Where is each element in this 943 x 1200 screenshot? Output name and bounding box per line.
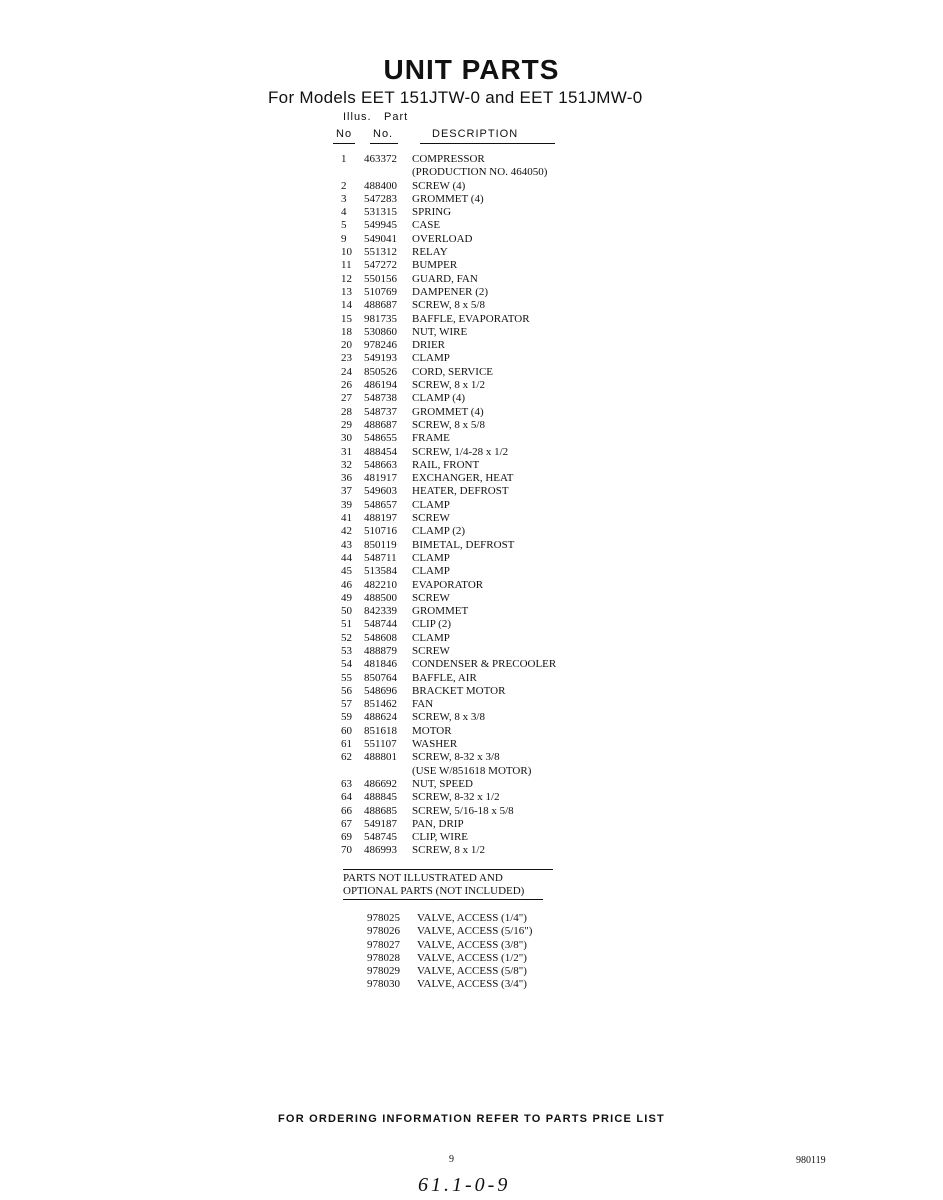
illus-number: 29 bbox=[341, 418, 352, 431]
part-number: 531315 bbox=[364, 206, 397, 219]
optional-parts-table bbox=[367, 912, 532, 992]
illus-number: 41 bbox=[341, 512, 352, 525]
header-part-label: Part bbox=[384, 111, 409, 123]
part-description: VALVE, ACCESS (5/16") bbox=[417, 925, 533, 938]
part-description: HEATER, DEFROST bbox=[412, 485, 509, 498]
illus-number: 1 bbox=[341, 153, 347, 165]
table-row bbox=[334, 432, 594, 445]
table-row bbox=[334, 698, 594, 711]
table-row bbox=[334, 446, 594, 459]
part-description: GROMMET (4) bbox=[412, 192, 484, 205]
part-description: SCREW, 8 x 3/8 bbox=[412, 711, 485, 724]
part-number: 530860 bbox=[364, 325, 397, 338]
table-row bbox=[334, 605, 594, 618]
table-row bbox=[334, 499, 594, 512]
part-number: 548655 bbox=[364, 432, 397, 445]
table-row bbox=[334, 472, 594, 485]
table-row bbox=[334, 579, 594, 592]
part-description: WASHER bbox=[412, 738, 458, 751]
illus-number: 15 bbox=[341, 312, 352, 325]
table-row bbox=[367, 925, 532, 938]
illus-number: 43 bbox=[341, 538, 352, 551]
part-description: COMPRESSOR bbox=[412, 153, 485, 165]
table-row bbox=[334, 286, 594, 299]
part-number: 978030 bbox=[367, 978, 400, 991]
illus-number: 36 bbox=[341, 472, 352, 485]
not-illustrated-line-1: PARTS NOT ILLUSTRATED AND bbox=[343, 872, 503, 884]
part-description: SCREW, 8 x 5/8 bbox=[412, 418, 485, 431]
part-description: BAFFLE, EVAPORATOR bbox=[412, 312, 530, 325]
part-description: VALVE, ACCESS (5/8") bbox=[417, 965, 527, 978]
table-row bbox=[334, 485, 594, 498]
table-row bbox=[334, 539, 594, 552]
part-number: 549603 bbox=[364, 485, 397, 498]
part-description: CONDENSER & PRECOOLER bbox=[412, 658, 557, 671]
part-description: BUMPER bbox=[412, 259, 458, 272]
part-description: GUARD, FAN bbox=[412, 272, 478, 285]
table-row bbox=[334, 805, 594, 818]
table-row bbox=[334, 313, 594, 326]
table-row bbox=[334, 273, 594, 286]
part-description: CLAMP bbox=[412, 631, 450, 644]
part-number: 551107 bbox=[364, 738, 397, 751]
illus-number: 26 bbox=[341, 379, 352, 392]
part-description: MOTOR bbox=[412, 724, 452, 737]
part-number: 486692 bbox=[364, 777, 397, 790]
table-row bbox=[334, 379, 594, 392]
not-illustrated-line-2: OPTIONAL PARTS (NOT INCLUDED) bbox=[343, 885, 525, 897]
table-row bbox=[334, 459, 594, 472]
part-description: SCREW, 5/16-18 x 5/8 bbox=[412, 804, 514, 817]
part-description: SCREW, 8 x 1/2 bbox=[412, 379, 485, 392]
part-description: CLIP (2) bbox=[412, 618, 452, 631]
table-row bbox=[334, 299, 594, 312]
table-row bbox=[334, 751, 594, 764]
part-number: 981735 bbox=[364, 312, 397, 325]
part-number: 978026 bbox=[367, 925, 400, 938]
part-number: 851618 bbox=[364, 724, 397, 737]
illus-number: 69 bbox=[341, 831, 352, 844]
section-divider bbox=[343, 869, 553, 870]
part-description: VALVE, ACCESS (3/8") bbox=[417, 938, 527, 951]
table-row bbox=[334, 246, 594, 259]
part-description: NUT, WIRE bbox=[412, 325, 468, 338]
part-number: 547272 bbox=[364, 259, 397, 272]
illus-number: 14 bbox=[341, 299, 352, 312]
table-row bbox=[334, 645, 594, 658]
part-description: FRAME bbox=[412, 432, 450, 445]
table-row bbox=[334, 180, 594, 193]
illus-number: 30 bbox=[341, 432, 352, 445]
table-row bbox=[334, 392, 594, 405]
part-number: 978028 bbox=[367, 951, 400, 964]
part-description: PAN, DRIP bbox=[412, 817, 464, 830]
part-number: 850526 bbox=[364, 365, 397, 378]
part-description: DRIER bbox=[412, 339, 445, 352]
table-row bbox=[334, 672, 594, 685]
part-description: CLAMP (2) bbox=[412, 525, 466, 538]
part-number: 510716 bbox=[364, 525, 397, 538]
part-number: 488197 bbox=[364, 512, 397, 525]
part-number: 550156 bbox=[364, 272, 397, 285]
table-row bbox=[334, 193, 594, 206]
illus-number: 44 bbox=[341, 551, 352, 564]
part-number: 488624 bbox=[364, 711, 397, 724]
illus-number: 54 bbox=[341, 658, 352, 671]
not-illustrated-note bbox=[343, 872, 524, 898]
illus-number: 24 bbox=[341, 365, 352, 378]
illus-number: 70 bbox=[341, 844, 352, 857]
illus-number: 59 bbox=[341, 711, 352, 724]
illus-number: 42 bbox=[341, 525, 352, 538]
illus-number: 23 bbox=[341, 352, 352, 365]
part-number: 548663 bbox=[364, 458, 397, 471]
part-number: 488500 bbox=[364, 591, 397, 604]
table-row bbox=[334, 632, 594, 645]
illus-number: 66 bbox=[341, 804, 352, 817]
table-row bbox=[334, 791, 594, 804]
part-number: 978246 bbox=[364, 339, 397, 352]
page-title: UNIT PARTS bbox=[383, 54, 560, 85]
illus-number: 32 bbox=[341, 458, 352, 471]
model-subtitle: For Models EET 151JTW-0 and EET 151JMW-0 bbox=[268, 88, 643, 107]
part-description: CLAMP bbox=[412, 498, 450, 511]
part-number: 488845 bbox=[364, 791, 397, 804]
part-number: 488879 bbox=[364, 644, 397, 657]
part-description: EXCHANGER, HEAT bbox=[412, 472, 514, 485]
header-illus-no: No bbox=[336, 128, 353, 140]
part-number: 978025 bbox=[367, 912, 400, 924]
illus-number: 67 bbox=[341, 817, 352, 830]
part-number: 548696 bbox=[364, 684, 397, 697]
table-row bbox=[334, 725, 594, 738]
header-description: DESCRIPTION bbox=[432, 128, 519, 140]
part-number: 481917 bbox=[364, 472, 397, 485]
illus-number: 4 bbox=[341, 206, 347, 219]
illus-number: 31 bbox=[341, 445, 352, 458]
part-description: SCREW, 8-32 x 1/2 bbox=[412, 791, 500, 804]
part-number: 548745 bbox=[364, 831, 397, 844]
part-description: CLAMP bbox=[412, 565, 450, 578]
part-description: SCREW, 8-32 x 3/8 bbox=[412, 751, 500, 764]
part-number: 548657 bbox=[364, 498, 397, 511]
illus-number: 18 bbox=[341, 325, 352, 338]
part-description: SCREW bbox=[412, 644, 450, 657]
table-row bbox=[334, 552, 594, 565]
table-row bbox=[334, 778, 594, 791]
table-row bbox=[334, 738, 594, 751]
part-number: 549193 bbox=[364, 352, 397, 365]
part-description: CLAMP bbox=[412, 551, 450, 564]
part-number: 488687 bbox=[364, 418, 397, 431]
part-description: SCREW bbox=[412, 512, 450, 525]
illus-number: 11 bbox=[341, 259, 352, 272]
part-number: 548738 bbox=[364, 392, 397, 405]
part-number: 486993 bbox=[364, 844, 397, 857]
part-description: CLAMP (4) bbox=[412, 392, 466, 405]
part-number: 488687 bbox=[364, 299, 397, 312]
table-row bbox=[334, 711, 594, 724]
table-row bbox=[334, 339, 594, 352]
part-description: SPRING bbox=[412, 206, 452, 219]
table-row bbox=[334, 765, 594, 778]
part-number: 547283 bbox=[364, 192, 397, 205]
illus-number bbox=[334, 166, 364, 179]
part-description: SCREW, 1/4-28 x 1/2 bbox=[412, 445, 509, 458]
part-number: 850119 bbox=[364, 538, 397, 551]
handwritten-note: 61.1-0-9 bbox=[418, 1174, 511, 1196]
table-row bbox=[334, 419, 594, 432]
part-number: 548737 bbox=[364, 405, 397, 418]
part-number: 488400 bbox=[364, 179, 397, 192]
table-row bbox=[334, 831, 594, 844]
illus-number: 39 bbox=[341, 498, 352, 511]
illus-number: 55 bbox=[341, 671, 352, 684]
illus-number: 20 bbox=[341, 339, 352, 352]
table-row bbox=[334, 844, 594, 857]
illus-number: 63 bbox=[341, 777, 352, 790]
table-row bbox=[334, 818, 594, 831]
table-row bbox=[334, 565, 594, 578]
table-row bbox=[334, 592, 594, 605]
header-part-no: No. bbox=[373, 128, 394, 140]
part-description: SCREW (4) bbox=[412, 179, 466, 192]
part-number: 842339 bbox=[364, 605, 397, 618]
illus-number: 50 bbox=[341, 605, 352, 618]
table-row bbox=[367, 978, 532, 991]
part-number: 463372 bbox=[364, 153, 397, 165]
page-number: 9 bbox=[449, 1154, 454, 1165]
part-number: 850764 bbox=[364, 671, 397, 684]
part-description: (USE W/851618 MOTOR) bbox=[412, 764, 532, 777]
part-description: VALVE, ACCESS (3/4") bbox=[417, 978, 527, 991]
table-row bbox=[367, 912, 532, 925]
illus-number: 37 bbox=[341, 485, 352, 498]
part-number: 549945 bbox=[364, 219, 397, 232]
part-number: 851462 bbox=[364, 698, 397, 711]
illus-number: 27 bbox=[341, 392, 352, 405]
illus-number: 51 bbox=[341, 618, 352, 631]
part-number: 549041 bbox=[364, 232, 397, 245]
part-description: GROMMET (4) bbox=[412, 405, 484, 418]
part-number: 548744 bbox=[364, 618, 397, 631]
part-number: 488801 bbox=[364, 751, 397, 764]
table-row bbox=[334, 618, 594, 631]
table-row bbox=[334, 206, 594, 219]
part-number: 481846 bbox=[364, 658, 397, 671]
illus-number: 52 bbox=[341, 631, 352, 644]
illus-number: 9 bbox=[341, 232, 347, 245]
illus-number: 53 bbox=[341, 644, 352, 657]
part-number: 488685 bbox=[364, 804, 397, 817]
table-row bbox=[334, 153, 594, 166]
part-description: NUT, SPEED bbox=[412, 777, 473, 790]
table-row bbox=[334, 326, 594, 339]
part-description: CLIP, WIRE bbox=[412, 831, 469, 844]
illus-number: 56 bbox=[341, 684, 352, 697]
document-code: 980119 bbox=[796, 1155, 826, 1166]
table-row bbox=[334, 525, 594, 538]
illus-number: 45 bbox=[341, 565, 352, 578]
header-rule bbox=[333, 143, 355, 144]
part-number: 551312 bbox=[364, 246, 397, 259]
part-description: GROMMET bbox=[412, 605, 469, 618]
illus-number: 10 bbox=[341, 246, 352, 259]
part-description: FAN bbox=[412, 698, 434, 711]
part-description: EVAPORATOR bbox=[412, 578, 484, 591]
table-row bbox=[334, 406, 594, 419]
illus-number: 13 bbox=[341, 285, 352, 298]
part-description: SCREW, 8 x 1/2 bbox=[412, 844, 485, 857]
header-rule bbox=[420, 143, 555, 144]
illus-number: 46 bbox=[341, 578, 352, 591]
table-row bbox=[334, 233, 594, 246]
part-number: 488454 bbox=[364, 445, 397, 458]
section-divider bbox=[343, 899, 543, 900]
part-number: 549187 bbox=[364, 817, 397, 830]
illus-number: 3 bbox=[341, 192, 347, 205]
part-description: VALVE, ACCESS (1/2") bbox=[417, 951, 527, 964]
part-number: 978029 bbox=[367, 965, 400, 978]
illus-number: 60 bbox=[341, 724, 352, 737]
illus-number bbox=[334, 765, 364, 778]
part-number: 486194 bbox=[364, 379, 397, 392]
part-description: DAMPENER (2) bbox=[412, 285, 489, 298]
part-number: 482210 bbox=[364, 578, 397, 591]
table-row bbox=[334, 259, 594, 272]
header-rule bbox=[370, 143, 398, 144]
table-row bbox=[334, 219, 594, 232]
illus-number: 49 bbox=[341, 591, 352, 604]
illus-number: 12 bbox=[341, 272, 352, 285]
part-description: BAFFLE, AIR bbox=[412, 671, 477, 684]
part-description: RAIL, FRONT bbox=[412, 458, 480, 471]
part-description: OVERLOAD bbox=[412, 232, 473, 245]
part-number: 548608 bbox=[364, 631, 397, 644]
part-description: SCREW bbox=[412, 591, 450, 604]
part-number: 513584 bbox=[364, 565, 397, 578]
illus-number: 62 bbox=[341, 751, 352, 764]
part-number bbox=[364, 765, 412, 778]
illus-number: 28 bbox=[341, 405, 352, 418]
table-row bbox=[367, 965, 532, 978]
table-row bbox=[334, 366, 594, 379]
illus-number: 57 bbox=[341, 698, 352, 711]
part-description: BIMETAL, DEFROST bbox=[412, 538, 515, 551]
part-number: 510769 bbox=[364, 285, 397, 298]
header-illus-label: Illus. bbox=[343, 111, 372, 123]
part-number: 978027 bbox=[367, 938, 400, 951]
table-row bbox=[334, 512, 594, 525]
part-number: 548711 bbox=[364, 551, 397, 564]
table-row bbox=[367, 939, 532, 952]
table-row bbox=[367, 952, 532, 965]
part-description: SCREW, 8 x 5/8 bbox=[412, 299, 485, 312]
table-row bbox=[334, 685, 594, 698]
table-row bbox=[334, 658, 594, 671]
part-description: VALVE, ACCESS (1/4") bbox=[417, 912, 527, 924]
part-description: BRACKET MOTOR bbox=[412, 684, 506, 697]
table-row bbox=[334, 166, 594, 179]
illus-number: 5 bbox=[341, 219, 347, 232]
table-row bbox=[334, 352, 594, 365]
part-description: CORD, SERVICE bbox=[412, 365, 494, 378]
parts-table bbox=[334, 153, 594, 858]
illus-number: 64 bbox=[341, 791, 352, 804]
illus-number: 61 bbox=[341, 738, 352, 751]
part-description: CASE bbox=[412, 219, 441, 232]
part-description: (PRODUCTION NO. 464050) bbox=[412, 166, 548, 179]
part-description: RELAY bbox=[412, 246, 448, 259]
part-description: CLAMP bbox=[412, 352, 450, 365]
ordering-footer: FOR ORDERING INFORMATION REFER TO PARTS PRICE LIST bbox=[278, 1113, 665, 1125]
illus-number: 2 bbox=[341, 179, 347, 192]
part-number bbox=[364, 166, 412, 179]
